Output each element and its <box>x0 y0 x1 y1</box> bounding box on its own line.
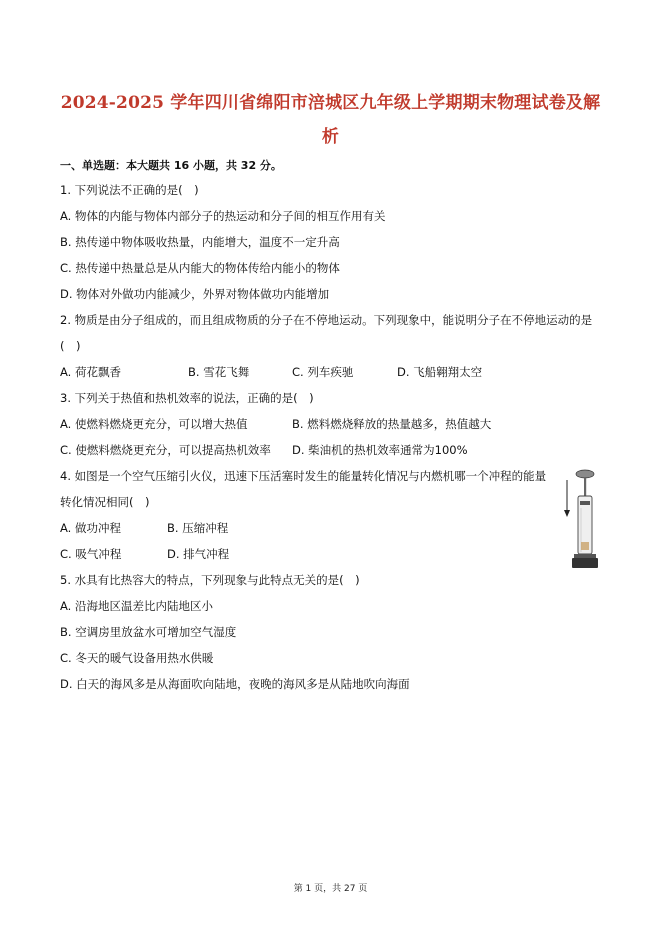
question-2-option-d: D. 飞船翱翔太空 <box>397 365 483 379</box>
question-3-option-d: D. 柴油机的热机效率通常为100% <box>292 443 468 457</box>
question-5-option-a: A. 沿海地区温差比内陆地区小 <box>60 599 213 613</box>
question-5-option-d: D. 白天的海风多是从海面吹向陆地，夜晚的海风多是从陆地吹向海面 <box>60 677 410 691</box>
question-3-stem: 3. 下列关于热值和热机效率的说法，正确的是( ) <box>60 391 314 405</box>
page-footer: 第 1 页，共 27 页 <box>293 884 368 894</box>
question-2-option-c: C. 列车疾驰 <box>292 365 354 379</box>
down-arrow-icon <box>564 480 570 517</box>
document-title-line2: 析 <box>321 127 340 147</box>
question-5-stem: 5. 水具有比热容大的特点，下列现象与此特点无关的是( ) <box>60 573 360 587</box>
question-1-option-b: B. 热传递中物体吸收热量，内能增大，温度不一定升高 <box>60 235 340 249</box>
question-5-option-c: C. 冬天的暖气设备用热水供暖 <box>60 651 214 665</box>
question-4-option-b: B. 压缩冲程 <box>167 521 229 535</box>
question-3-option-b: B. 燃料燃烧释放的热量越多，热值越大 <box>292 417 492 431</box>
question-2-option-b: B. 雪花飞舞 <box>188 365 250 379</box>
question-2-stem-line2: ( ) <box>60 339 81 353</box>
question-3-option-c: C. 使燃料燃烧更充分，可以提高热机效率 <box>60 443 271 457</box>
section-heading: 一、单选题：本大题共 16 小题，共 32 分。 <box>60 159 282 172</box>
question-1-option-d: D. 物体对外做功内能减少，外界对物体做功内能增加 <box>60 287 330 301</box>
question-4-option-c: C. 吸气冲程 <box>60 547 122 561</box>
question-2-stem-line1: 2. 物质是由分子组成的，而且组成物质的分子在不停地运动。下列现象中，能说明分子在不停地运动的是 <box>60 313 593 327</box>
question-4-option-d: D. 排气冲程 <box>167 547 230 561</box>
question-4-stem-line2: 转化情况相同( ) <box>60 495 150 509</box>
question-5-option-b: B. 空调房里放盆水可增加空气湿度 <box>60 625 237 639</box>
question-3-option-a: A. 使燃料燃烧更充分，可以增大热值 <box>60 417 248 431</box>
question-1-option-a: A. 物体的内能与物体内部分子的热运动和分子间的相互作用有关 <box>60 209 386 223</box>
question-4-stem-line1: 4. 如图是一个空气压缩引火仪，迅速下压活塞时发生的能量转化情况与内燃机哪一个冲程的能量 <box>60 469 547 483</box>
document-title-line1: 2024-2025 学年四川省绵阳市涪城区九年级上学期期末物理试卷及解 <box>60 93 601 113</box>
air-compression-igniter-figure <box>559 468 599 572</box>
question-1-option-c: C. 热传递中热量总是从内能大的物体传给内能小的物体 <box>60 261 340 275</box>
question-4-option-a: A. 做功冲程 <box>60 521 121 535</box>
question-2-option-a: A. 荷花飘香 <box>60 365 121 379</box>
question-1-stem: 1. 下列说法不正确的是( ) <box>60 183 199 197</box>
